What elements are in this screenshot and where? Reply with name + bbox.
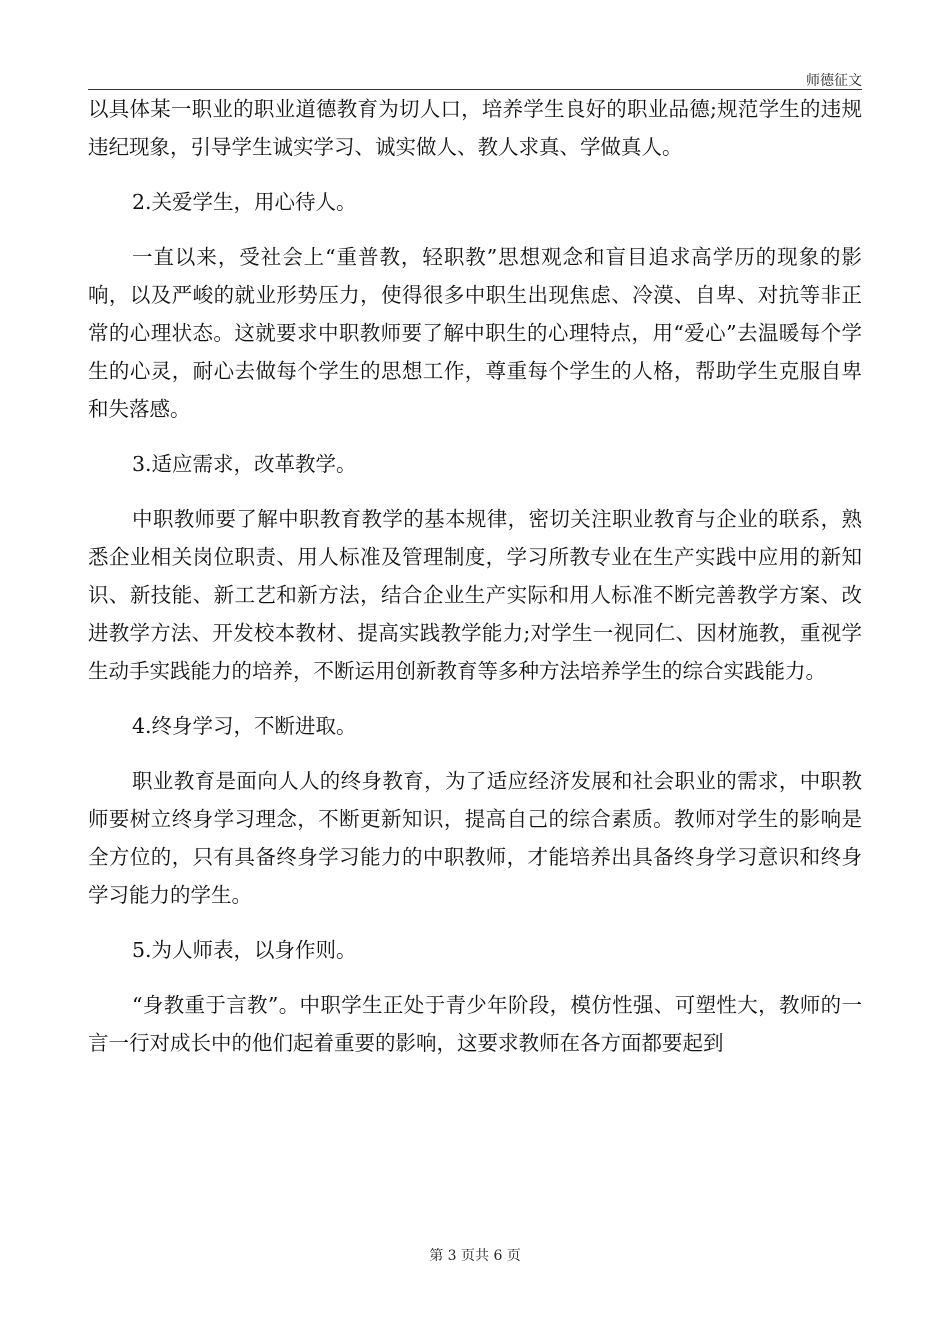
paragraph-gap xyxy=(88,745,862,762)
paragraph-gap xyxy=(88,483,862,500)
paragraph-gap xyxy=(88,221,862,238)
section-heading-2: 2.关爱学生，用心待人。 xyxy=(132,190,357,214)
paragraph-gap xyxy=(88,166,862,183)
paragraph-lifelong-learning: 职业教育是面向人人的终身教育，为了适应经济发展和社会职业的需求，中职教师要树立终身学习理念，不断更新知识，提高自己的综合素质。教师对学生的影响是全方位的，只有具备终身学习能力的中职教师，才能培养出具备终身学习意识和终身学习能力的学生。 xyxy=(88,769,862,907)
paragraph-gap xyxy=(88,914,862,931)
paragraph-gap xyxy=(88,428,862,445)
paragraph-care-students: 一直以来，受社会上“重普教，轻职教”思想观念和盲目追求高学历的现象的影响，以及严峻的就业形势压力，使得很多中职生出现焦虑、冷漠、自卑、对抗等非正常的心理状态。这就要求中职教师要了解中职生的心理特点，用“爱心”去温暖每个学生的心灵，耐心去做每个学生的思想工作，尊重每个学生的人格，帮助学生克服自卑和失落感。 xyxy=(88,245,862,421)
paragraph-gap xyxy=(88,969,862,986)
section-heading-3: 3.适应需求，改革教学。 xyxy=(132,452,357,476)
document-body xyxy=(88,90,862,1062)
paragraph-teaching-reform: 中职教师要了解中职教育教学的基本规律，密切关注职业教育与企业的联系，熟悉企业相关岗位职责、用人标准及管理制度，学习所教专业在生产实践中应用的新知识、新技能、新工艺和新方法，结合企业生产实际和用人标准不断完善教学方案、改进教学方法、开发校本教材、提高实践教学能力;对学生一视同仁、因材施教，重视学生动手实践能力的培养，不断运用创新教育等多种方法培养学生的综合实践能力。 xyxy=(88,507,862,683)
page-number-footer: 第 3 页共 6 页 xyxy=(429,1248,521,1264)
document-header-title: 师德征文 xyxy=(806,73,862,89)
section-heading-4: 4.终身学习，不断进取。 xyxy=(132,714,357,738)
paragraph-continuation: 以具体某一职业的职业道德教育为切人口，培养学生良好的职业品德;规范学生的违规违纪现象，引导学生诚实学习、诚实做人、教人求真、学做真人。 xyxy=(88,97,862,159)
section-heading-5: 5.为人师表，以身作则。 xyxy=(132,938,357,962)
paragraph-role-model: “身教重于言教”。中职学生正处于青少年阶段，模仿性强、可塑性大，教师的一言一行对成长中的他们起着重要的影响，这要求教师在各方面都要起到 xyxy=(88,993,862,1055)
paragraph-gap xyxy=(88,690,862,707)
